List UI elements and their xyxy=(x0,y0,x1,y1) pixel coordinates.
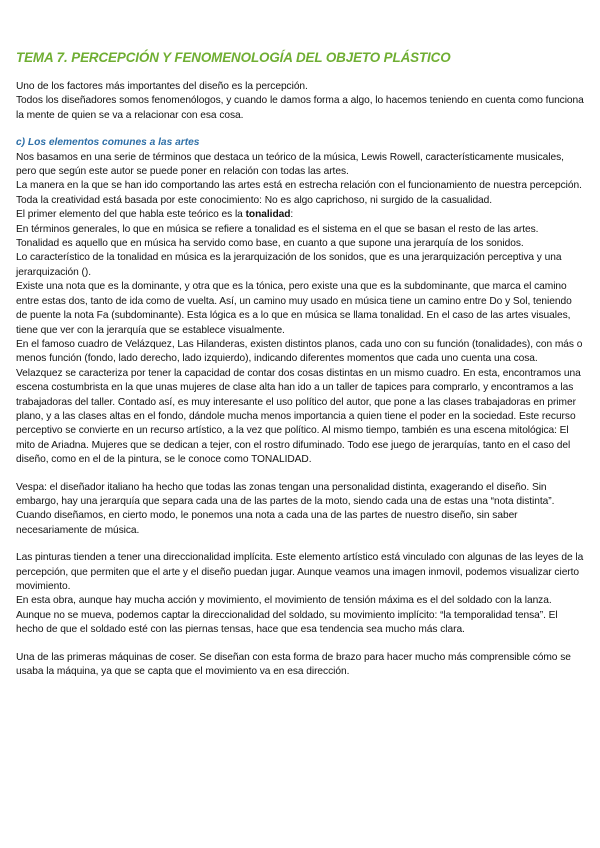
tonalidad-prefix: El primer elemento del que habla este teórico es la xyxy=(16,209,246,221)
spacer xyxy=(16,123,584,136)
section-paragraph-5: Tonalidad es aquello que en música ha servido como base, en cuanto a que supone una jerarquía de los sonidos. xyxy=(16,238,524,250)
pinturas-paragraph-1: Las pinturas tienden a tener una direccionalidad implícita. Este elemento artístico está vinculado con algunas de las leyes de la percepción, que permiten que el arte y el diseño puedan jugar. Aunque veamos una imagen inmovil, podemos visualizar cierto movimiento. xyxy=(16,552,584,592)
page-title: TEMA 7. PERCEPCIÓN Y FENOMENOLOGÍA DEL OBJETO PLÁSTICO xyxy=(16,50,451,65)
tonalidad-term: tonalidad xyxy=(245,209,291,221)
section-paragraph-8: En el famoso cuadro de Velázquez, Las Hilanderas, existen distintos planos, cada uno con su función (tonalidades), con más o menos función (fondo, lado derecho, lado izquierdo), indicando diferentes momentos que cada uno cuenta una cosa. Velazquez se caracteriza por tener la capacidad de contar dos cosas distintas en un mismo cuadro. En esta, encontramos una escena costumbrista en la que unas mujeres de clase alta han ido a un taller de tapices para comprarlo, y encontramos a las trabajadoras del taller. Contado así, es muy interesante el uso político del autor, que pone a las clases trabajadoras en primer plano, y a las clases altas en el fondo, dándole mucha menos importancia a quien tiene el poder en la sociedad. Este recurso perceptivo se convierte en un recurso artístico, a la vez que político. Al mismo tiempo, también es una escena mitológica: El mito de Ariadna. Mujeres que se dedican a tejer, con el rostro difuminado. Todo ese juego de jerarquías, tanto en el caso del diseño, como en el de la pintura, se le conoce como TONALIDAD. xyxy=(16,338,583,466)
section-paragraph-2: La manera en la que se han ido comportando las artes está en estrecha relación con el funcionamiento de nuestra percepción. Toda la creatividad está basada por este conocimiento: No es algo caprichoso, ni surgido de la casualidad. xyxy=(16,180,582,206)
section-paragraph-3 xyxy=(16,208,584,222)
maquinas-paragraph: Una de las primeras máquinas de coser. Se diseñan con esta forma de brazo para hacer mucho más comprensible cómo se usaba la máquina, ya que se capta que el movimiento va en esa dirección. xyxy=(16,651,571,678)
vespa-paragraph: Vespa: el diseñador italiano ha hecho que todas las zonas tengan una personalidad distinta, exagerando el diseño. Sin embargo, hay una jerarquía que separa cada una de las partes de la moto, siendo cada una de estas una “nota distinta”. Cuando diseñamos, en cierto modo, le ponemos una nota a cada una de las partes de nuestro diseño, sin saber necesariamente de música. xyxy=(16,481,555,536)
intro-line-2: Todos los diseñadores somos fenomenólogos, y cuando le damos forma a algo, lo hacemos teniendo en cuenta como funciona la mente de quien se va a relacionar con esa cosa. xyxy=(16,95,584,121)
intro-line-1: Uno de los factores más importantes del diseño es la percepción. xyxy=(16,81,308,92)
section-paragraph-6: Lo característico de la tonalidad en música es la jerarquización de los sonidos, que es una jerarquización perceptiva y una jerarquización (). xyxy=(16,252,562,278)
section-paragraph-1: Nos basamos en una serie de términos que destaca un teórico de la música, Lewis Rowell, característicamente musicales, pero que según este autor se puede poner en relación con todas las artes. xyxy=(16,151,564,178)
section-paragraph-7: Existe una nota que es la dominante, y otra que es la tónica, pero existe una que es la subdominante, que marca el camino entre estas dos, tanto de ida como de vuelta. Así, un camino muy usado en música tiene un camino entre Do y Sol, teniendo de puente la nota Fa (subdominante). Esta lógica es a lo que en música se llama tonalidad. En el caso de las artes visuales, tiene que ver con la jerarquía que se establece visualmente. xyxy=(16,281,572,336)
spacer xyxy=(16,468,584,481)
pinturas-paragraph-2: En esta obra, aunque hay mucha acción y movimiento, el movimiento de tensión máxima es el del soldado con la lanza. Aunque no se mueva, podemos captar la direccionalidad del soldado, su movimiento implícito: “la temporalidad tensa”. El hecho de que el soldado esté con las piernas tensas, hace que esa tendencia sea mucho más clara. xyxy=(16,595,558,636)
spacer xyxy=(16,538,584,551)
tonalidad-suffix: : xyxy=(290,209,294,221)
section-paragraph-4: En términos generales, lo que en música se refiere a tonalidad es el sistema en el que se basan el resto de las artes. xyxy=(16,223,539,235)
spacer xyxy=(16,638,584,651)
section-heading: c) Los elementos comunes a las artes xyxy=(16,137,200,149)
